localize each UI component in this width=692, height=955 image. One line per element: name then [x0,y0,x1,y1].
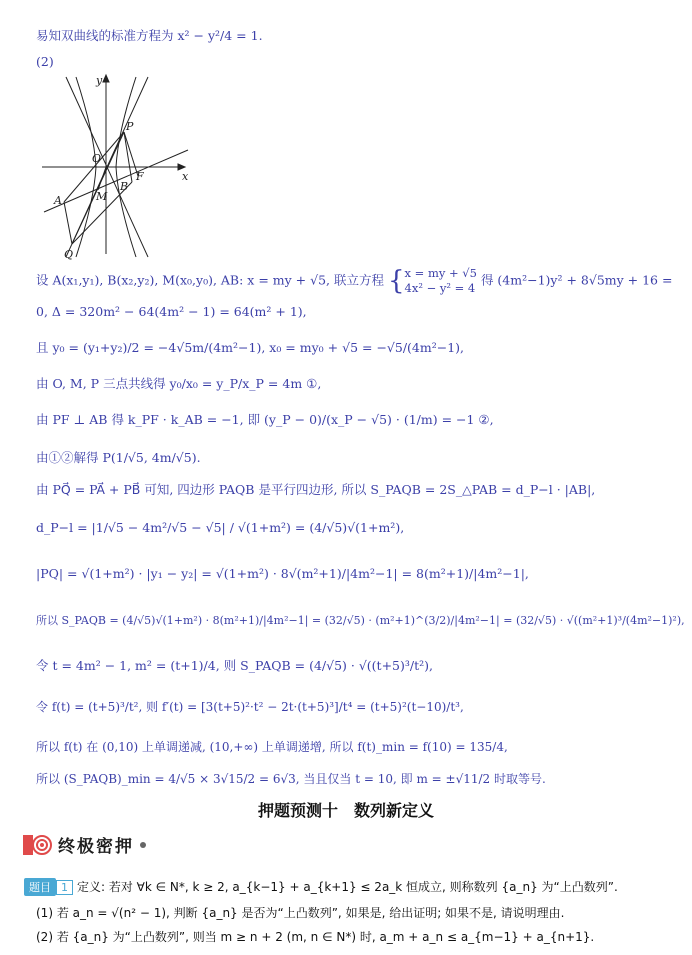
solution-line-10: 所以 S_PAQB = (4/√5)√(1+m²) · 8(m²+1)/|4m²−1| = (32/√5) · (m²+1)^(3/2)/|4m²−1| = (32/√5) · √((m²+1)³/(4m²−1)²), [36,614,685,627]
banner-title: 终极密押 [58,837,134,857]
question-number: 1 [56,880,73,895]
question-stem-line [24,878,618,896]
solution-line-5: 由 PF ⊥ AB 得 k_PF · k_AB = −1, 即 (y_P − 0)/(x_P − √5) · (1/m) = −1 ②, [36,412,494,427]
label-x: x [182,170,189,183]
hyperbola-figure [36,72,196,262]
equation-system [405,266,477,296]
banner-dot [140,842,146,848]
system-tail: 得 (4m²−1)y² + 8√5my + 16 = [480,272,673,288]
line-ab [44,150,188,212]
section-title: 押题预测十 数列新定义 [257,801,434,820]
solution-line-6: 由①②解得 P(1/√5, 4m/√5). [36,450,201,465]
system-eq-1: x = my + √5 [404,266,477,280]
solution-line-3: 且 y₀ = (y₁+y₂)/2 = −4√5m/(4m²−1), x₀ = my₀ + √5 = −√5/(4m²−1), [36,340,465,355]
segment-qa [64,202,72,244]
question-part-1: (1) 若 a_n = √(n² − 1), 判断 {a_n} 是否为“上凸数列”, 如果是, 给出证明; 如果不是, 请说明理由. [36,906,565,920]
label-q: Q [64,248,74,261]
solution-line-12: 令 f(t) = (t+5)³/t², 则 f′(t) = [3(t+5)²·t² − 2t·(t+5)³]/t⁴ = (t+5)²(t−10)/t³, [36,700,464,714]
solution-line-13: 所以 f(t) 在 (0,10) 上单调递减, (10,+∞) 上单调递增, 所以 f(t)_min = f(10) = 135/4, [36,740,508,754]
label-p: P [126,120,134,133]
hyperbola-equation-line: 易知双曲线的标准方程为 x² − y²/4 = 1. [36,28,263,43]
label-y: y [96,74,103,87]
system-eq-2: 4x² − y² = 4 [404,281,476,295]
final-prediction-banner [22,832,146,857]
solution-line-11: 令 t = 4m² − 1, m² = (t+1)/4, 则 S_PAQB = (4/√5) · √((t+5)³/t²), [36,658,433,673]
target-icon [22,833,52,857]
solution-line-14: 所以 (S_PAQB)_min = 4/√5 × 3√15/2 = 6√3, 当且仅当 t = 10, 即 m = ±√11/2 时取等号. [36,772,546,786]
label-b: B [120,180,129,193]
label-m: M [96,190,108,203]
question-part-2: (2) 若 {a_n} 为“上凸数列”, 则当 m ≥ n + 2 (m, n ∈ N*) 时, a_m + a_n ≤ a_{m−1} + a_{n+1}. [36,930,595,944]
part-2-label: (2) [36,54,54,69]
system-brace: { [387,266,405,296]
solution-line-2: 0, Δ = 320m² − 64(4m² − 1) = 64(m² + 1), [36,304,307,319]
label-f: F [136,170,144,183]
solution-line-1 [36,266,672,296]
solution-text-1: 设 A(x₁,y₁), B(x₂,y₂), M(x₀,y₀), AB: x = my + √5, 联立方程 [36,272,384,288]
solution-line-7: 由 PQ⃗ = PA⃗ + PB⃗ 可知, 四边形 PAQB 是平行四边形, 所以 S_PAQB = 2S_△PAB = d_P−l · |AB|, [36,482,596,497]
label-o: O [92,152,102,165]
segment-pb [124,132,132,182]
label-a: A [54,194,62,207]
solution-line-4: 由 O, M, P 三点共线得 y₀/x₀ = y_P/x_P = 4m ①, [36,376,322,391]
question-stem: 定义: 若对 ∀k ∈ N*, k ≥ 2, a_{k−1} + a_{k+1} ≤ 2a_k 恒成立, 则称数列 {a_n} 为“上凸数列”. [77,880,618,894]
solution-line-9: |PQ| = √(1+m²) · |y₁ − y₂| = √(1+m²) · 8√(m²+1)/|4m²−1| = 8(m²+1)/|4m²−1|, [36,566,529,581]
question-tag: 题目 [24,878,56,896]
solution-line-8: d_P−l = |1/√5 − 4m²/√5 − √5| / √(1+m²) = (4/√5)√(1+m²), [36,520,405,535]
